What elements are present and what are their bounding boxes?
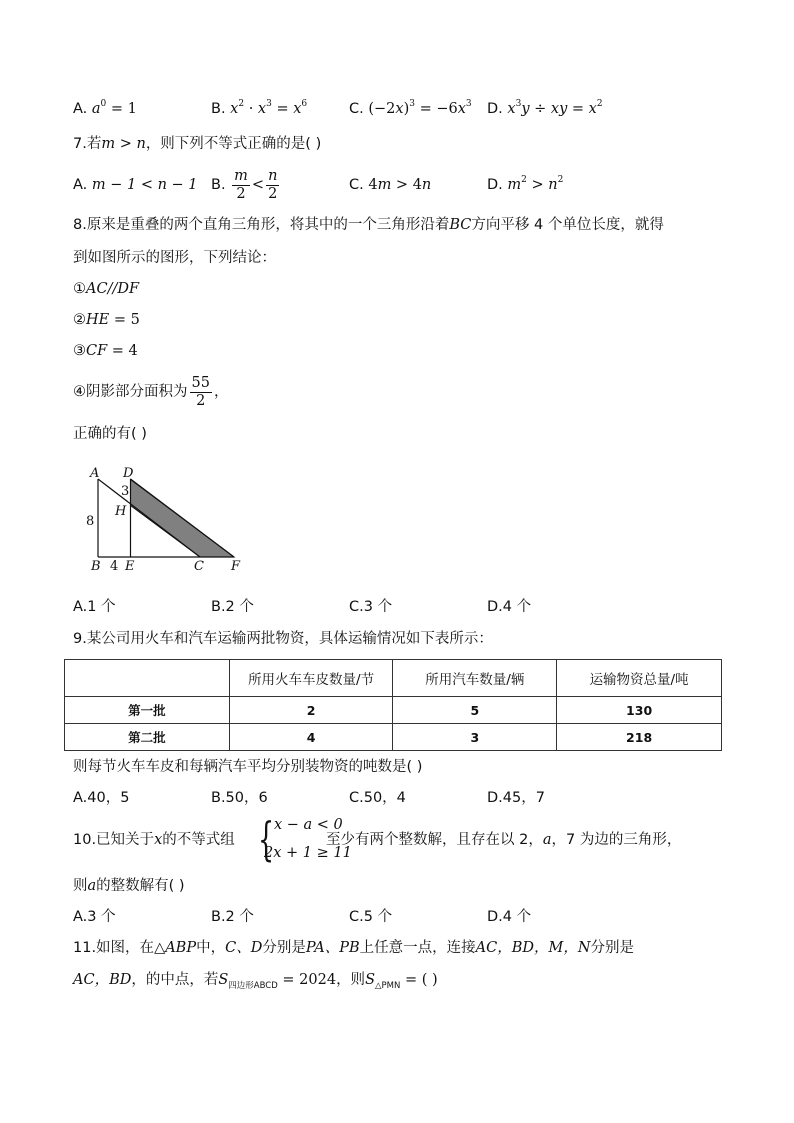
q7-option-b: B. $\frac{m}{2}$ < $\frac{n}{2}$ (211, 167, 278, 202)
q8-conclusion-2: ②HE = 5 (73, 312, 140, 328)
q8-option-b: B.2 个 (211, 599, 254, 615)
q10-ineq-1: x − a < 0 (274, 817, 343, 833)
row-label: 第二批 (65, 724, 230, 751)
label-b: B (91, 559, 101, 574)
q8-stem-line2: 到如图所示的图形，下列结论： (73, 250, 276, 266)
row-label: 第一批 (65, 697, 230, 724)
table-cell: 4 (229, 724, 393, 751)
q10-option-a: A.3 个 (73, 909, 116, 925)
label-f: F (231, 559, 241, 574)
q6-option-d: D. $x^3y$ ÷ xy = $x^2$ (487, 99, 603, 117)
length-dh: 3 (121, 484, 130, 499)
q8-figure (80, 460, 250, 580)
q6-option-c: C. $(-2x)^3 = -6x^3$ (349, 99, 472, 117)
q9-stem: 9.某公司用火车和汽车运输两批物资，具体运输情况如下表所示： (73, 631, 493, 647)
q8-conclusion-3: ③CF = 4 (73, 343, 138, 359)
label-c: C (194, 559, 204, 574)
q10-option-c: C.5 个 (349, 909, 393, 925)
q10-stem-b: 至少有两个整数解，且存在以 2，a，7 为边的三角形， (326, 832, 682, 848)
q8-conclusion-4: ④阴影部分面积为 $\frac{55}{2}$ ， (73, 374, 229, 409)
q6-option-a: A. $a^0 = 1$ (73, 99, 137, 117)
q9-option-b: B.50，6 (211, 790, 268, 806)
q8-option-c: C.3 个 (349, 599, 393, 615)
length-be: 4 (110, 559, 119, 574)
table-cell: 218 (557, 724, 722, 751)
q7-option-a: A. m − 1 < n − 1 (73, 177, 198, 193)
header-cell: 所用火车车皮数量/节 (229, 660, 393, 697)
table-row (65, 697, 722, 724)
segment-ac (98, 479, 200, 557)
q9-ask: 则每节火车车皮和每辆汽车平均分别装物资的吨数是( ) (73, 759, 423, 775)
length-ab: 8 (86, 514, 95, 529)
q9-option-c: C.50，4 (349, 790, 406, 806)
label-a: A (90, 466, 100, 481)
table-cell: 2 (229, 697, 393, 724)
q8-stem-line1: 8.原来是重叠的两个直角三角形，将其中的一个三角形沿着BC方向平移 4 个单位长度，就得 (73, 217, 664, 233)
q7-option-c: C. 4m > 4n (349, 177, 432, 193)
q8-conclusion-1: ①AC//DF (73, 281, 140, 297)
q6-option-b: B. $x^2 \cdot x^3 = x^6$ (211, 99, 308, 117)
label-h: H (115, 504, 127, 519)
segment-df (131, 479, 235, 557)
q7-option-d: D. $m^2 > n^2$ (487, 175, 564, 193)
header-cell (65, 660, 230, 697)
q11-line2: AC，BD，的中点，若$S_{四边形ABCD} = 2024$，则$S_{\triangle PMN}$ = ( ) (73, 972, 438, 991)
label-e: E (125, 559, 135, 574)
table-cell: 5 (393, 697, 557, 724)
q7-stem: 7.若m > n，则下列不等式正确的是( ) (73, 136, 322, 152)
q8-ask: 正确的有( ) (73, 426, 147, 442)
q8-option-d: D.4 个 (487, 599, 532, 615)
system-brace: { (258, 812, 275, 866)
q10-option-b: B.2 个 (211, 909, 254, 925)
table-cell: 130 (557, 697, 722, 724)
q9-table (64, 659, 722, 751)
q10-stem-line2: 则a的整数解有( ) (73, 878, 185, 894)
q11-line1: 11.如图，在△ABP中，C、D分别是PA、PB上任意一点，连接AC，BD，M，N分别是 (73, 940, 635, 956)
table-header-row (65, 660, 722, 697)
q8-option-a: A.1 个 (73, 599, 116, 615)
header-cell: 运输物资总量/吨 (557, 660, 722, 697)
q9-option-d: D.45，7 (487, 790, 545, 806)
header-cell: 所用汽车数量/辆 (393, 660, 557, 697)
q9-option-a: A.40，5 (73, 790, 130, 806)
table-row (65, 724, 722, 751)
table-cell: 3 (393, 724, 557, 751)
q10-ineq-2: 2x + 1 ≥ 11 (264, 845, 352, 861)
q10-option-d: D.4 个 (487, 909, 532, 925)
q10-stem-a: 10.已知关于x的不等式组 (73, 832, 235, 848)
label-d: D (123, 466, 134, 481)
